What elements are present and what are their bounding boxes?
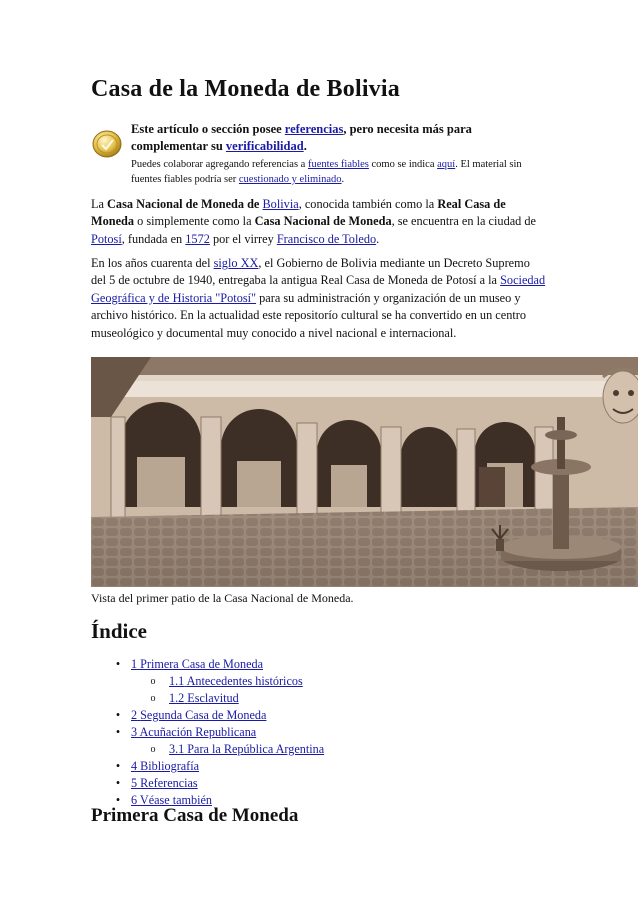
circle-bullet-icon: o <box>150 676 156 687</box>
text: para su administración y organización de un museo y archivo histórico. En la actualidad este repositorío cultural se ha convertido en un centro museológico y documental muy conocido a nivel nacional e internacional. <box>91 290 527 340</box>
toc-link-bibliografia[interactable] <box>131 758 199 775</box>
toc-link-segunda-casa[interactable] <box>131 707 266 724</box>
toc-number: 3 <box>131 725 138 739</box>
text: La <box>91 197 108 211</box>
page-title: Casa de la Moneda de Bolivia <box>91 76 400 102</box>
bold-text: Casa Nacional de Moneda de <box>107 197 263 211</box>
sociedad-geografica-link[interactable]: Sociedad Geográfica y de Historia "Potosí" <box>91 273 546 305</box>
toc-label: Primera Casa de Moneda <box>140 657 263 671</box>
courtyard-photo[interactable] <box>91 357 638 587</box>
history-paragraph <box>91 255 546 342</box>
potosi-link[interactable]: Potosí <box>91 231 122 246</box>
text: , fundada en <box>121 231 186 246</box>
francisco-de-toledo-link[interactable]: Francisco de Toledo <box>276 231 377 246</box>
toc-link-antecedentes[interactable] <box>169 673 303 690</box>
bold-text: Casa Nacional de Moneda <box>254 214 392 229</box>
toc-label: Para la República Argentina <box>187 742 325 756</box>
notice-body-text: Puedes colaborar agregando referencias a <box>131 159 308 170</box>
toc-title: Índice <box>91 619 148 643</box>
circle-bullet-icon: o <box>150 693 156 704</box>
toc-label: Segunda Casa de Moneda <box>140 708 267 722</box>
year-1572-link[interactable]: 1572 <box>185 231 210 246</box>
text: , conocida también como la <box>298 197 438 211</box>
fuentes-fiables-link[interactable]: fuentes fiables <box>307 159 369 170</box>
toc-number: 2 <box>131 708 138 722</box>
referencias-link[interactable]: referencias <box>284 122 344 136</box>
circle-bullet-icon: o <box>150 744 156 755</box>
toc-number: 1 <box>131 657 138 671</box>
bolivia-link[interactable]: Bolivia <box>262 197 299 211</box>
intro-paragraph <box>91 196 546 248</box>
toc-link-esclavitud[interactable] <box>169 690 239 707</box>
bullet-icon: • <box>115 759 121 773</box>
toc-label: Bibliografía <box>140 759 200 773</box>
toc-link-argentina[interactable] <box>169 741 324 758</box>
bullet-icon: • <box>115 776 121 790</box>
toc-label: Acuñación Republicana <box>139 725 257 739</box>
toc-label: Antecedentes históricos <box>186 674 303 688</box>
bullet-icon: • <box>115 708 121 722</box>
toc-number: 5 <box>131 776 138 790</box>
toc-number: 3.1 <box>169 742 185 756</box>
toc-number: 1.1 <box>169 674 185 688</box>
coin-icon <box>91 127 123 159</box>
bullet-icon: • <box>115 725 121 739</box>
toc-label: Esclavitud <box>187 691 239 705</box>
toc-link-acunacion[interactable] <box>131 724 256 741</box>
section-heading: Primera Casa de Moneda <box>91 805 299 826</box>
siglo-xx-link[interactable]: siglo XX <box>213 256 259 270</box>
toc-link-primera-casa[interactable] <box>131 656 263 673</box>
image-caption: Vista del primer patio de la Casa Nacional de Moneda. <box>91 591 354 605</box>
text: En los años cuarenta del <box>91 256 214 270</box>
cuestionado-link[interactable]: cuestionado y eliminado <box>238 174 342 185</box>
bold-text: Real Casa de Moneda <box>91 197 506 229</box>
bullet-icon: • <box>115 657 121 671</box>
notice-headline-text: Este artículo o sección posee <box>131 122 285 136</box>
text: , se encuentra en la ciudad de <box>391 214 537 229</box>
notice-headline-text: , pero necesita más para complementar su <box>131 122 472 153</box>
bullet-icon: • <box>115 793 121 807</box>
references-notice <box>91 121 551 185</box>
notice-body-text: . <box>341 174 345 185</box>
notice-headline-text: . <box>303 139 307 153</box>
toc-link-referencias[interactable] <box>131 775 198 792</box>
notice-body-text: . El material sin fuentes fiables podría ser <box>131 159 522 185</box>
courtyard-illustration <box>91 357 638 587</box>
toc-number: 1.2 <box>169 691 185 705</box>
verificabilidad-link[interactable]: verificabilidad <box>225 139 304 153</box>
toc-number: 4 <box>131 759 138 773</box>
toc-label: Referencias <box>140 776 198 790</box>
aqui-link[interactable]: aquí <box>437 159 456 170</box>
toc-number: 6 <box>131 793 138 807</box>
toc-label: Véase también <box>139 793 212 807</box>
text: por el virrey <box>209 231 277 246</box>
text: . <box>376 231 380 246</box>
notice-body-text: como se indica <box>368 159 438 170</box>
text: , el Gobierno de Bolivia mediante un Decreto Supremo del 5 de octubre de 1940, entregaba la antigua Real Casa de Moneda de Potosí a la <box>91 256 530 288</box>
text: o simplemente como la <box>134 214 255 229</box>
